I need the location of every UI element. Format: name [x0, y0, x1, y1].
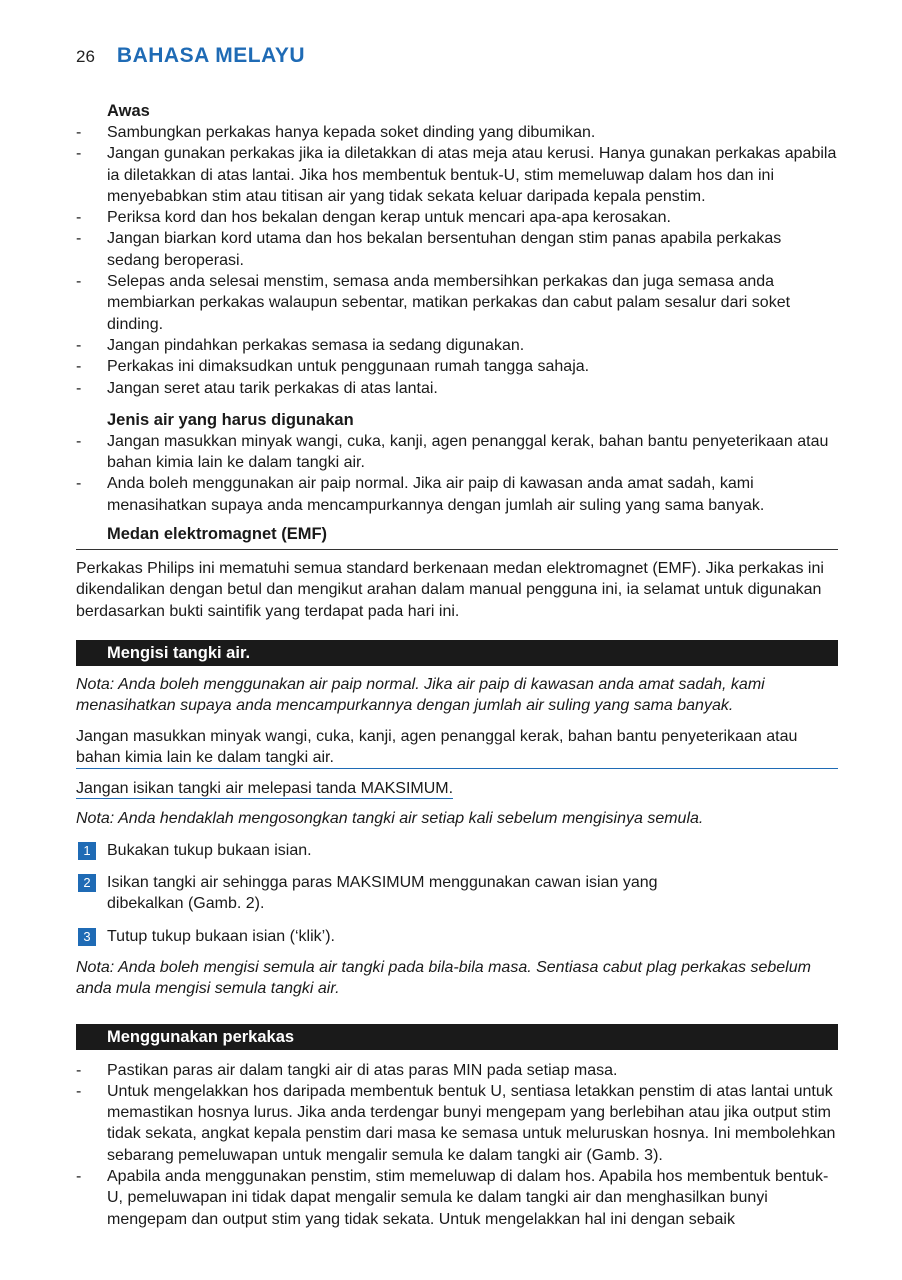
warning-list [76, 122, 838, 399]
step-number: 1 [78, 842, 96, 860]
list-item: - Pastikan paras air dalam tangki air di atas paras MIN pada setiap masa. [76, 1061, 618, 1079]
list-item: - Jangan biarkan kord utama dan hos bekalan bersentuhan dengan stim panas apabila perkakas sedang beroperasi. [76, 230, 782, 269]
step-3: 3 Tutup tukup bukaan isian (‘klik’). [76, 926, 838, 947]
note-tap-water: Nota: Anda boleh menggunakan air paip normal. Jika air paip di kawasan anda amat sadah, kami menasihatkan supaya anda mencampurkannya dengan jumlah air suling yang sama banyak. [76, 675, 765, 715]
warning-no-additives: Jangan masukkan minyak wangi, cuka, kanji, agen penanggal kerak, bahan bantu penyeterikaan atau bahan kimia lain ke dalam tangki air. [76, 726, 838, 770]
page-content [76, 101, 838, 1230]
step-1: 1 Bukakan tukup bukaan isian. [76, 840, 838, 861]
list-item: - Jangan gunakan perkakas jika ia diletakkan di atas meja atau kerusi. Hanya gunakan perkakas apabila ia diletakkan di atas lantai. Jika hos membentuk bentuk-U, stim memeluwap dalam hos dan ini menyebabkan stim atau titisan air yang tidak sekata keluar daripada kepala penstim. [76, 145, 837, 205]
list-item: - Jangan masukkan minyak wangi, cuka, kanji, agen penanggal kerak, bahan bantu penyeterikaan atau bahan kimia lain ke dalam tangki air. [76, 432, 829, 472]
list-item: - Apabila anda menggunakan penstim, stim memeluwap di dalam hos. Apabila hos membentuk bentuk-U, pemeluwapan ini tidak dapat mengalir semula ke dalam tangki air dan menghasilkan bunyi mengepam dan output stim yang tidak sekata. Untuk mengelakkan hal ini dengan sebaik [76, 1167, 829, 1228]
using-list [76, 1060, 838, 1230]
water-type-list [76, 431, 838, 516]
emf-heading: Medan elektromagnet (EMF) [76, 524, 838, 550]
list-item: - Jangan pindahkan perkakas semasa ia sedang digunakan. [76, 336, 525, 354]
page-number: 26 [76, 47, 95, 66]
filling-section-bar: Mengisi tangki air. [76, 640, 838, 666]
step-2: 2 Isikan tangki air sehingga paras MAKSIMUM menggunakan cawan isian yang dibekalkan (Gamb. 2). [76, 872, 838, 915]
using-section-bar: Menggunakan perkakas [76, 1024, 838, 1050]
list-item: - Selepas anda selesai menstim, semasa anda membersihkan perkakas dan juga semasa anda membiarkan perkakas walaupun sebentar, matikan perkakas dan cabut palam sesalur dari soket dinding. [76, 273, 791, 333]
step-number: 2 [78, 874, 96, 892]
note-refill: Nota: Anda boleh mengisi semula air tangki pada bila-bila masa. Sentiasa cabut plag perkakas sebelum anda mula mengisi semula tangki air. [76, 958, 811, 998]
list-item: - Untuk mengelakkan hos daripada membentuk bentuk U, sentiasa letakkan penstim di atas lantai untuk memastikan hosnya lurus. Jika anda terdengar bunyi mengepam yang berlebihan atau jika output stim tidak sekata, angkat kepala penstim dari masa ke semasa untuk meluruskan hosnya. Ini membolehkan sebarang pemeluwapan untuk mengalir semula ke dalam tangki air (Gamb. 3). [76, 1082, 836, 1164]
list-item: - Anda boleh menggunakan air paip normal. Jika air paip di kawasan anda amat sadah, kami menasihatkan supaya anda mencampurkannya dengan jumlah air suling yang sama banyak. [76, 475, 765, 514]
list-item: - Sambungkan perkakas hanya kepada soket dinding yang dibumikan. [76, 124, 596, 141]
page-header [76, 44, 305, 68]
step-number: 3 [78, 928, 96, 946]
list-item: - Jangan seret atau tarik perkakas di atas lantai. [76, 379, 438, 397]
warning-heading: Awas [107, 102, 150, 120]
water-type-heading: Jenis air yang harus digunakan [107, 410, 354, 429]
list-item: - Periksa kord dan hos bekalan dengan kerap untuk mencari apa-apa kerosakan. [76, 209, 671, 227]
note-empty-tank: Nota: Anda hendaklah mengosongkan tangki air setiap kali sebelum mengisinya semula. [76, 810, 704, 828]
list-item: - Perkakas ini dimaksudkan untuk penggunaan rumah tangga sahaja. [76, 358, 590, 376]
warning-max-level: Jangan isikan tangki air melepasi tanda MAKSIMUM. [76, 780, 454, 798]
emf-text: Perkakas Philips ini mematuhi semua standard berkenaan medan elektromagnet (EMF). Jika perkakas ini dikendalikan dengan betul dan mengikut arahan dalam manual pengguna ini, ia selamat untuk digunakan berdasarkan bukti saintifik yang terdapat pada hari ini. [76, 560, 824, 620]
language-title: BAHASA MELAYU [116, 44, 306, 67]
